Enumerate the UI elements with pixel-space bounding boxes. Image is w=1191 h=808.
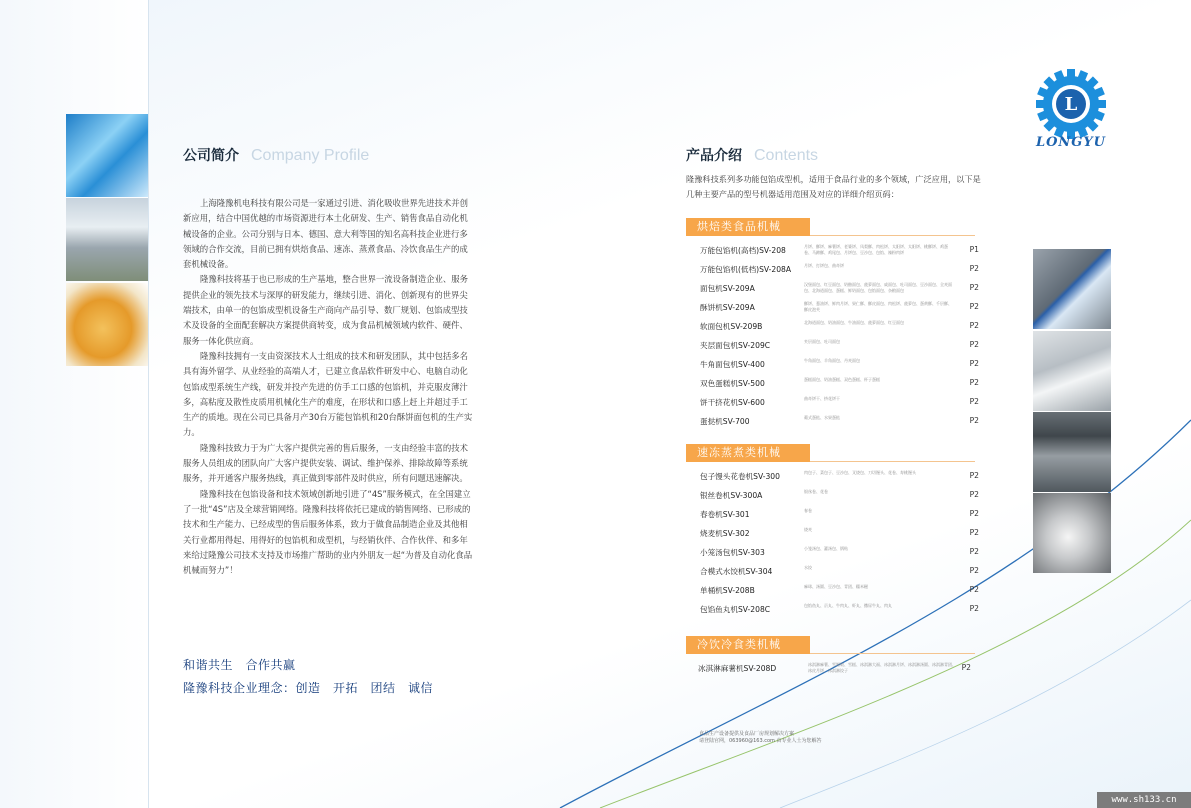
category-title-bakery: 烘焙类食品机械	[686, 218, 810, 236]
product-desc: 冰淇淋麻薯、雪媚娘、雪糕、冰淇淋大福、冰淇淋月饼、冰淇淋汤圆、冰淇淋青团、冰皮月饼、冰淇淋饺子	[808, 662, 956, 673]
slogan-harmony: 和谐共生 合作共赢	[183, 658, 296, 672]
watermark: www.sh133.cn	[1097, 792, 1191, 808]
products-intro: 隆豫科技系列多功能包馅成型机，适用于食品行业的多个领域，广泛应用，以下是几种主要产品的型号机器适用范围及对应的详细介绍页码：	[686, 174, 981, 199]
product-page: P2	[969, 283, 979, 292]
product-page: P2	[961, 663, 971, 672]
product-row	[700, 469, 985, 488]
product-page: P2	[969, 397, 979, 406]
product-name: 牛角面包机SV-400	[700, 360, 765, 369]
company-paragraph: 隆豫科技拥有一支由资深技术人士组成的技术和研发团队，其中包括多名具有海外留学、从业经验的高端人才，已建立食品软件研发中心、电脑自动化包馅成型系统生产线，研发并投产先进的仿手工口感的包馅机，并克服皮薄汁多，高粘度及散性皮质用机械化生产的难度，在形状和口感上赶上并超过手工生产的质地。现在公司已具备月产30台万能包馅机和20台酥饼面包机的生产实力。	[183, 350, 473, 438]
product-name: 合模式水饺机SV-304	[700, 567, 773, 576]
company-paragraph: 隆豫科技致力于为广大客户提供完善的售后服务，一支由经验丰富的技术服务人员组成的团队向广大客户提供安装、调试、维护保养、排除故障等系统服务，并开通客户服务热线，真正做到零部件及时供应，所有问题迅速解决。	[183, 442, 468, 484]
product-name: 夹层面包机SV-209C	[700, 341, 771, 350]
logo-text: LONGYU	[1035, 135, 1107, 150]
product-name: 软面包机SV-209B	[700, 322, 763, 331]
product-row	[700, 376, 985, 395]
company-title-cn: 公司简介	[183, 148, 239, 164]
product-page: P2	[969, 471, 979, 480]
product-row	[700, 319, 985, 338]
company-paragraph: 隆豫科技在包馅设备和技术领域创新地引进了“4S”服务模式，在全国建立了一批“4S”店及全球营销网络。隆豫科技将依托已建成的销售网络、已形成的技术和生产能力、已经成型的售后服务体系，致力于做食品制造企业及其他相关行业都用得起、用得好的包馅机和成型机，与经销伙伴、合作伙伴、和多年来给过隆豫公司技术支持及市场推广帮助的业内外朋友一起“为普及自动化食品机械而努力”！	[183, 488, 473, 576]
product-page: P2	[969, 509, 979, 518]
product-name: 单桶机SV-208B	[700, 586, 755, 595]
product-page: P1	[969, 245, 979, 254]
products-title-en: Contents	[754, 147, 819, 164]
footnote-line: 请登陆官网，063960@163.com 由专业人士为您解答	[699, 738, 822, 744]
product-name: 烧麦机SV-302	[700, 529, 750, 538]
product-row	[700, 602, 985, 621]
category-title-frozen: 速冻蒸煮类机械	[686, 444, 810, 462]
machine-nozzle-photo	[1033, 493, 1111, 573]
product-name: 万能包馅机(高档)SV-208	[700, 246, 786, 255]
product-page: P2	[969, 321, 979, 330]
product-page: P2	[969, 340, 979, 349]
product-page: P2	[969, 528, 979, 537]
product-desc: 银丝卷、花卷	[804, 489, 828, 494]
product-row	[700, 526, 985, 545]
product-desc: 汉堡面包、红豆面包、奶酪面包、菠萝面包、咸面包、吐司面包、豆沙面包、全麦面包、北海道面包、蛋糕、鲜奶面包、包馅面包、杂粮面包	[804, 282, 952, 293]
pastry-photo	[66, 283, 148, 366]
product-row	[700, 414, 985, 433]
product-row	[700, 545, 985, 564]
product-row	[700, 300, 985, 319]
product-desc: 月饼、酥饼、麻薯饼、老婆饼、凤梨酥、肉松饼、太阳饼、太阳饼、桃酥饼、鸡蛋卷、马蹄酥、鸡尾包、月饼包、豆沙包、包馅、辣粉肉饼	[804, 244, 948, 255]
product-page: P2	[969, 264, 979, 273]
product-name: 面包机SV-209A	[700, 284, 755, 293]
logo-letter: L	[1064, 94, 1078, 115]
product-desc: 蛋糕面包、奶油蛋糕、双色蛋糕、杯子蛋糕	[804, 377, 880, 382]
product-name: 万能包馅机(低档)SV-208A	[700, 265, 792, 274]
product-page: P2	[969, 416, 979, 425]
product-desc: 烧麦	[804, 527, 812, 532]
product-name: 蛋挞机SV-700	[700, 417, 750, 426]
footnote	[699, 731, 822, 745]
product-desc: 曲奇饼干、挤花饼干	[804, 396, 840, 401]
product-page: P2	[969, 490, 979, 499]
product-page: P2	[969, 359, 979, 368]
product-desc: 北海道面包、奶油面包、牛油面包、菠萝面包、红豆面包	[804, 320, 904, 325]
page-divider	[148, 0, 149, 808]
company-body	[183, 196, 473, 578]
product-photo-blue	[66, 114, 148, 197]
product-row	[700, 281, 985, 300]
product-row	[700, 507, 985, 526]
product-desc: 夹层面包、吐司面包	[804, 339, 840, 344]
product-name: 包子馒头花卷机SV-300	[700, 472, 780, 481]
product-row	[700, 357, 985, 376]
product-desc: 水饺	[804, 565, 812, 570]
product-name: 春卷机SV-301	[700, 510, 750, 519]
product-name: 双色蛋糕机SV-500	[700, 379, 765, 388]
product-desc: 牛角面包、羊角面包、丹麦面包	[804, 358, 860, 363]
slogan-philosophy: 隆豫科技企业理念：创造 开拓 团结 诚信	[183, 681, 434, 695]
product-row	[700, 262, 985, 281]
machine-control-panel-photo	[1033, 249, 1111, 329]
product-name: 包馅鱼丸机SV-208C	[700, 605, 771, 614]
product-page: P2	[969, 302, 979, 311]
product-row	[698, 661, 983, 680]
product-page: P2	[969, 604, 979, 613]
product-desc: 小笼汤包、灌汤包、锅贴	[804, 546, 848, 551]
product-name: 冰淇淋麻薯机SV-208D	[698, 664, 777, 673]
products-title-cn: 产品介绍	[686, 148, 742, 164]
company-title-en: Company Profile	[251, 147, 370, 164]
factory-building-photo	[66, 198, 148, 281]
product-page: P2	[969, 547, 979, 556]
product-desc: 麻球、汤圆、豆沙包、青团、糯米糍	[804, 584, 868, 589]
product-name: 饼干挤花机SV-600	[700, 398, 765, 407]
product-desc: 葡式蛋挞、水果蛋挞	[804, 415, 840, 420]
company-heading	[183, 145, 369, 165]
product-row	[700, 564, 985, 583]
product-page: P2	[969, 566, 979, 575]
product-row	[700, 243, 985, 262]
product-desc: 酥饼、葱油饼、鲜肉月饼、果仁酥、酥皮面包、肉松饼、菠萝包、蛋黄酥、千层酥、酥皮泡芙	[804, 301, 952, 312]
product-row	[700, 395, 985, 414]
product-name: 小笼汤包机SV-303	[700, 548, 765, 557]
machine-tray-photo	[1033, 331, 1111, 411]
product-desc: 包馅鱼丸、贡丸、牛肉丸、虾丸、撒尿牛丸、肉丸	[804, 603, 892, 608]
products-heading	[686, 145, 818, 165]
product-desc: 肉包子、菜包子、豆沙包、叉烧包、刀切馒头、花卷、寿桃馒头	[804, 470, 916, 475]
product-row	[700, 338, 985, 357]
machine-rollers-photo	[1033, 412, 1111, 492]
product-page: P2	[969, 585, 979, 594]
footnote-line: 食品生产设备提供及食品厂房规划解决方案	[699, 731, 795, 737]
category-title-cold: 冷饮冷食类机械	[686, 636, 810, 654]
company-paragraph: 上海隆豫机电科技有限公司是一家通过引进、消化吸收世界先进技术并创新应用，结合中国优越的市场资源进行本土化研发、生产、销售食品自动化机械设备的企业。公司分别与日本、德国、意大利等国的知名高科技企业进行多领域的合作交流，目前已拥有烘焙食品、速冻、蒸煮食品、冷饮食品生产的成套机械设备。	[183, 198, 468, 270]
product-name: 酥饼机SV-209A	[700, 303, 755, 312]
product-desc: 春卷	[804, 508, 812, 513]
product-desc: 月饼、打饼包、曲奇饼	[804, 263, 844, 268]
product-row	[700, 488, 985, 507]
product-name: 银丝卷机SV-300A	[700, 491, 763, 500]
product-page: P2	[969, 378, 979, 387]
company-paragraph: 隆豫科技将基于也已形成的生产基地，整合世界一流设备制造企业、服务提供企业的领先技术与深厚的研发能力，继续引进、消化、创新现有的世界尖端技术，由单一的包馅成型机设备生产商向产品引导、数厂规划、包馅成型技术及设备的全面配套解决方案提供商转变，成为食品机械领域内软件、硬件、服务一体化供应商。	[183, 274, 468, 346]
product-row	[700, 583, 985, 602]
